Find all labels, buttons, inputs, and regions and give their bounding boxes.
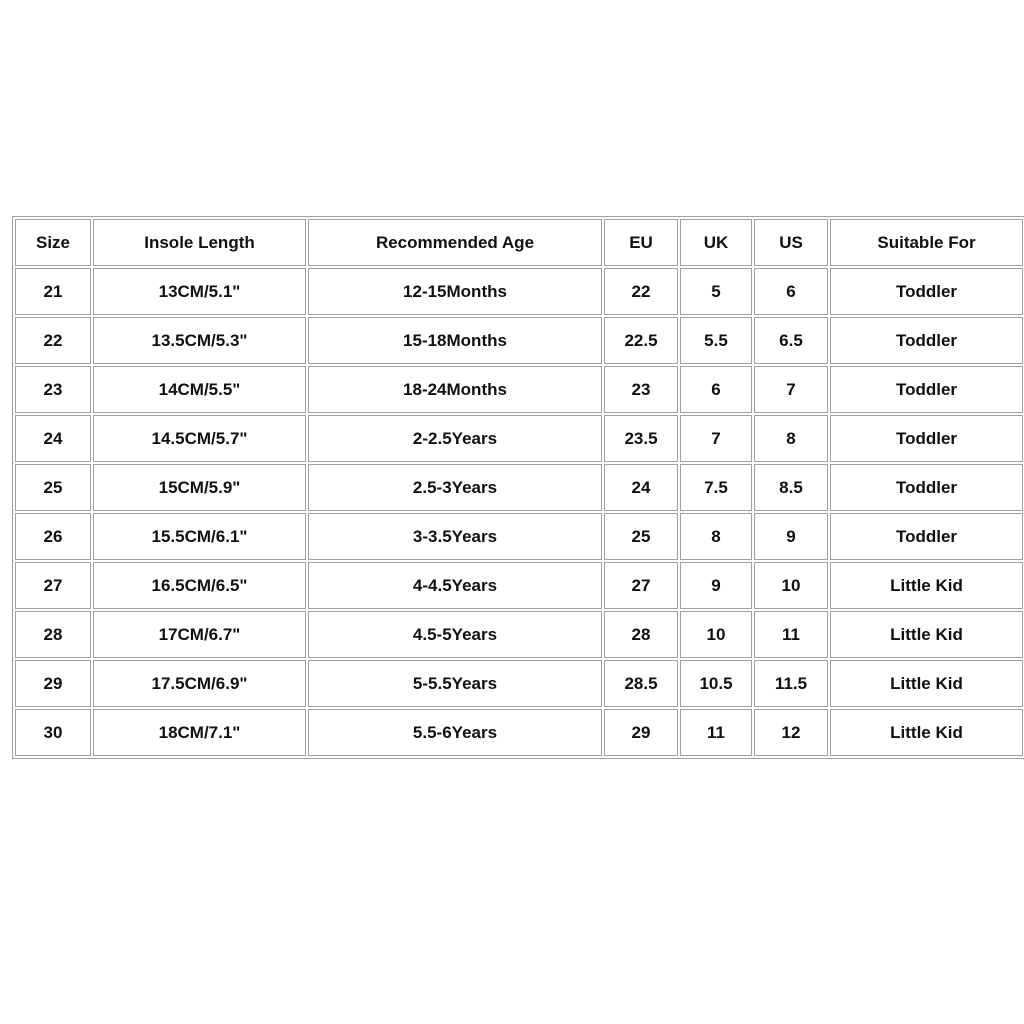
insole-length-cell: 17CM/6.7" <box>93 611 306 658</box>
header-suitable-for: Suitable For <box>830 219 1023 266</box>
us-cell: 11 <box>754 611 828 658</box>
eu-cell: 23.5 <box>604 415 678 462</box>
size-cell: 27 <box>15 562 91 609</box>
uk-cell: 5 <box>680 268 752 315</box>
size-cell: 22 <box>15 317 91 364</box>
eu-cell: 23 <box>604 366 678 413</box>
eu-cell: 29 <box>604 709 678 756</box>
insole-length-cell: 15.5CM/6.1" <box>93 513 306 560</box>
table-row <box>15 268 1023 315</box>
suitable-for-cell: Toddler <box>830 464 1023 511</box>
size-cell: 29 <box>15 660 91 707</box>
recommended-age-cell: 5.5-6Years <box>308 709 602 756</box>
eu-cell: 22 <box>604 268 678 315</box>
header-recommended-age: Recommended Age <box>308 219 602 266</box>
insole-length-cell: 17.5CM/6.9" <box>93 660 306 707</box>
suitable-for-cell: Toddler <box>830 366 1023 413</box>
us-cell: 8.5 <box>754 464 828 511</box>
recommended-age-cell: 12-15Months <box>308 268 602 315</box>
table-body <box>15 268 1023 756</box>
us-cell: 6 <box>754 268 828 315</box>
uk-cell: 8 <box>680 513 752 560</box>
recommended-age-cell: 3-3.5Years <box>308 513 602 560</box>
uk-cell: 11 <box>680 709 752 756</box>
eu-cell: 28.5 <box>604 660 678 707</box>
suitable-for-cell: Toddler <box>830 317 1023 364</box>
uk-cell: 10.5 <box>680 660 752 707</box>
recommended-age-cell: 18-24Months <box>308 366 602 413</box>
table-row <box>15 562 1023 609</box>
size-cell: 25 <box>15 464 91 511</box>
insole-length-cell: 14CM/5.5" <box>93 366 306 413</box>
header-size: Size <box>15 219 91 266</box>
uk-cell: 5.5 <box>680 317 752 364</box>
insole-length-cell: 18CM/7.1" <box>93 709 306 756</box>
uk-cell: 10 <box>680 611 752 658</box>
size-cell: 21 <box>15 268 91 315</box>
insole-length-cell: 15CM/5.9" <box>93 464 306 511</box>
table-row <box>15 513 1023 560</box>
eu-cell: 24 <box>604 464 678 511</box>
recommended-age-cell: 4.5-5Years <box>308 611 602 658</box>
table-row <box>15 464 1023 511</box>
suitable-for-cell: Little Kid <box>830 709 1023 756</box>
recommended-age-cell: 2-2.5Years <box>308 415 602 462</box>
eu-cell: 27 <box>604 562 678 609</box>
insole-length-cell: 13.5CM/5.3" <box>93 317 306 364</box>
suitable-for-cell: Little Kid <box>830 611 1023 658</box>
size-chart-table <box>12 216 1024 759</box>
eu-cell: 28 <box>604 611 678 658</box>
insole-length-cell: 14.5CM/5.7" <box>93 415 306 462</box>
uk-cell: 9 <box>680 562 752 609</box>
size-cell: 30 <box>15 709 91 756</box>
size-cell: 24 <box>15 415 91 462</box>
suitable-for-cell: Toddler <box>830 415 1023 462</box>
suitable-for-cell: Little Kid <box>830 660 1023 707</box>
size-cell: 28 <box>15 611 91 658</box>
suitable-for-cell: Toddler <box>830 513 1023 560</box>
us-cell: 11.5 <box>754 660 828 707</box>
table-row <box>15 709 1023 756</box>
insole-length-cell: 13CM/5.1" <box>93 268 306 315</box>
recommended-age-cell: 5-5.5Years <box>308 660 602 707</box>
insole-length-cell: 16.5CM/6.5" <box>93 562 306 609</box>
us-cell: 7 <box>754 366 828 413</box>
table-row <box>15 611 1023 658</box>
suitable-for-cell: Little Kid <box>830 562 1023 609</box>
header-row <box>15 219 1023 266</box>
table-row <box>15 317 1023 364</box>
us-cell: 12 <box>754 709 828 756</box>
eu-cell: 22.5 <box>604 317 678 364</box>
suitable-for-cell: Toddler <box>830 268 1023 315</box>
header-eu: EU <box>604 219 678 266</box>
size-cell: 26 <box>15 513 91 560</box>
table-row <box>15 415 1023 462</box>
uk-cell: 6 <box>680 366 752 413</box>
table-row <box>15 660 1023 707</box>
us-cell: 9 <box>754 513 828 560</box>
us-cell: 8 <box>754 415 828 462</box>
recommended-age-cell: 2.5-3Years <box>308 464 602 511</box>
table-row <box>15 366 1023 413</box>
size-cell: 23 <box>15 366 91 413</box>
header-us: US <box>754 219 828 266</box>
header-uk: UK <box>680 219 752 266</box>
us-cell: 6.5 <box>754 317 828 364</box>
recommended-age-cell: 4-4.5Years <box>308 562 602 609</box>
eu-cell: 25 <box>604 513 678 560</box>
header-insole-length: Insole Length <box>93 219 306 266</box>
uk-cell: 7 <box>680 415 752 462</box>
recommended-age-cell: 15-18Months <box>308 317 602 364</box>
uk-cell: 7.5 <box>680 464 752 511</box>
us-cell: 10 <box>754 562 828 609</box>
